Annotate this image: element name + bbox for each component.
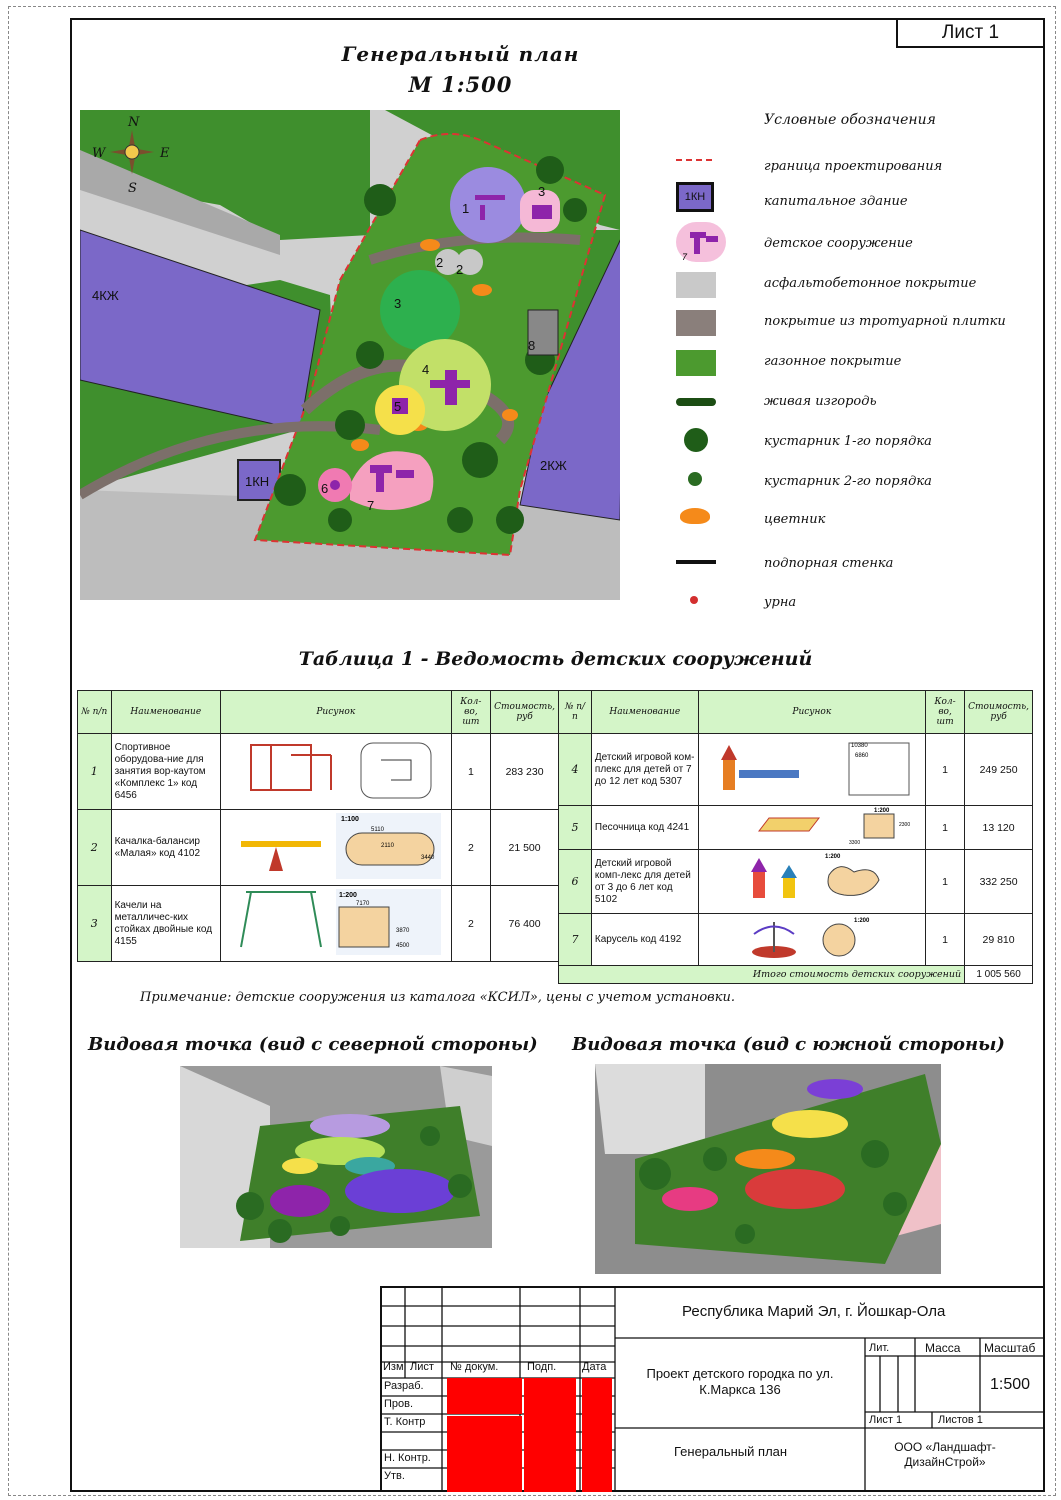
col-list: Лист bbox=[410, 1361, 434, 1373]
view-north-image bbox=[180, 1066, 492, 1248]
svg-text:7170: 7170 bbox=[355, 901, 370, 907]
svg-text:2110: 2110 bbox=[380, 843, 394, 849]
table-row: 5 Песочница код 4241 1:200 3300 2300 1 13 120 bbox=[559, 806, 1033, 850]
col-sign: Подп. bbox=[527, 1361, 557, 1373]
role-razrab: Разраб. bbox=[384, 1380, 424, 1392]
stamp-lit: Лит. bbox=[869, 1342, 890, 1354]
svg-text:1:200: 1:200 bbox=[853, 918, 869, 924]
svg-text:2300: 2300 bbox=[898, 822, 910, 828]
total-label: Итого стоимость детских сооружений bbox=[559, 966, 965, 984]
table-left: № п/п Наименование Рисунок Кол-во, шт Стоимость, руб 1 Спортивное оборудова-ние для занятия вор-каутом «Комплекс 1» код 6456 1 283 230 2 Качалка-балансир «Малая» код 4102 1:100 5110 2110 3440 2 21 500 3 Качели на металличес-ких стойках двойные код 4155 1:200 7170 3870 4500 2 76 400 bbox=[77, 690, 559, 962]
label-3: 3 bbox=[394, 296, 402, 311]
pic-seesaw bbox=[220, 810, 451, 886]
stamp-location: Республика Марий Эл, г. Йошкар-Ола bbox=[682, 1303, 946, 1320]
svg-text:1:200: 1:200 bbox=[824, 854, 840, 860]
compass-e: E bbox=[160, 146, 170, 161]
svg-text:10380: 10380 bbox=[850, 743, 868, 749]
stamp-sheet-name: Генеральный план bbox=[674, 1444, 788, 1459]
compass-s: S bbox=[128, 181, 137, 196]
stamp-mass: Масса bbox=[925, 1341, 961, 1355]
pic-workout bbox=[220, 734, 451, 810]
role-tkontr: Т. Контр bbox=[384, 1416, 426, 1428]
table-row: 6 Детский игровой комп-лекс для детей от 3 до 6 лет код 5102 1:200 1 332 250 bbox=[559, 850, 1033, 914]
svg-text:1:200: 1:200 bbox=[338, 892, 357, 899]
plan-title: Генеральный план bbox=[341, 42, 580, 66]
compass-w: W bbox=[92, 146, 106, 161]
label-2b: 2 bbox=[456, 262, 464, 277]
label-5: 5 bbox=[394, 399, 402, 414]
label-8: 8 bbox=[528, 338, 536, 353]
table-row: 7 Карусель код 4192 1:200 1 29 810 bbox=[559, 914, 1033, 966]
label-4kzh: 4КЖ bbox=[92, 288, 119, 303]
stamp-sheet: Лист 1 bbox=[869, 1414, 903, 1426]
stamp-scale-value: 1:500 bbox=[990, 1376, 1031, 1393]
total-value: 1 005 560 bbox=[965, 966, 1033, 984]
label-6: 6 bbox=[321, 481, 329, 496]
svg-text:4500: 4500 bbox=[395, 943, 410, 949]
svg-text:3300: 3300 bbox=[848, 840, 860, 846]
label-4: 4 bbox=[422, 362, 430, 377]
pic-sandbox bbox=[698, 806, 925, 850]
site-plan bbox=[80, 110, 620, 600]
plan-scale: М 1:500 bbox=[408, 72, 513, 97]
carousel-6 bbox=[330, 480, 340, 490]
role-utv: Утв. bbox=[384, 1470, 405, 1482]
redacted-date bbox=[582, 1378, 612, 1492]
stamp-scale-label: Масштаб bbox=[984, 1341, 1036, 1355]
pic-complex-7-12 bbox=[698, 734, 925, 806]
label-3-top: 3 bbox=[538, 184, 546, 199]
zone-3 bbox=[380, 270, 460, 350]
table-right: № п/п Наименование Рисунок Кол-во, шт Стоимость, руб 4 Детский игровой ком-плекс для детей от 7 до 12 лет код 5307 10380 6860 1 249 250 5 Песочница код 4241 1:200 3300 2300 1 13 120 6 Детский игровой комп-лекс для детей от 3 до 6 лет код 5102 1:200 1 332 250 7 Карусель код 4192 1:200 1 29 810 Итого стоимость детских сооружений 1 005 560 bbox=[558, 690, 1033, 984]
label-1kn: 1КН bbox=[245, 474, 270, 489]
col-doc: № докум. bbox=[450, 1361, 499, 1373]
view-south-image bbox=[595, 1064, 941, 1274]
col-izm: Изм bbox=[383, 1361, 404, 1373]
table-title: Таблица 1 - Ведомость детских сооружений bbox=[298, 648, 813, 670]
view-south-title: Видовая точка (вид с южной стороны) bbox=[572, 1034, 1005, 1055]
role-prov: Пров. bbox=[384, 1398, 414, 1410]
stamp-project: Проект детского городка по ул. К.Маркса 136 bbox=[646, 1366, 834, 1397]
label-2kzh: 2КЖ bbox=[540, 458, 567, 473]
stamp-sheets: Листов 1 bbox=[938, 1414, 983, 1426]
role-nkontr: Н. Контр. bbox=[384, 1452, 431, 1464]
table-row: 4 Детский игровой ком-плекс для детей от 7 до 12 лет код 5307 10380 6860 1 249 250 bbox=[559, 734, 1033, 806]
svg-text:5110: 5110 bbox=[370, 827, 384, 833]
table-row: 3 Качели на металличес-ких стойках двойные код 4155 1:200 7170 3870 4500 2 76 400 bbox=[78, 886, 559, 962]
table-row: 1 Спортивное оборудова-ние для занятия вор-каутом «Комплекс 1» код 6456 1 283 230 bbox=[78, 734, 559, 810]
svg-text:1:200: 1:200 bbox=[873, 808, 889, 814]
svg-text:3870: 3870 bbox=[395, 928, 410, 934]
sheet-label: Лист 1 bbox=[896, 18, 1045, 48]
redacted-doc-2 bbox=[447, 1416, 522, 1492]
label-1: 1 bbox=[462, 201, 470, 216]
table-row: 2 Качалка-балансир «Малая» код 4102 1:100 5110 2110 3440 2 21 500 bbox=[78, 810, 559, 886]
svg-text:3440: 3440 bbox=[420, 855, 435, 861]
svg-text:7: 7 bbox=[682, 252, 688, 262]
svg-text:1:100: 1:100 bbox=[340, 816, 359, 823]
col-date: Дата bbox=[582, 1361, 607, 1373]
legend-title: Условные обозначения bbox=[764, 112, 936, 128]
label-7: 7 bbox=[367, 498, 375, 513]
note: Примечание: детские сооружения из каталога «КСИЛ», цены с учетом установки. bbox=[140, 990, 736, 1005]
svg-text:6860: 6860 bbox=[854, 753, 868, 759]
pic-complex-3-6 bbox=[698, 850, 925, 914]
stamp-company: ООО «Ландшафт-ДизайнСтрой» bbox=[894, 1440, 996, 1469]
pic-carousel bbox=[698, 914, 925, 966]
pic-swing bbox=[220, 886, 451, 962]
label-2a: 2 bbox=[436, 255, 444, 270]
compass-n: N bbox=[128, 115, 140, 130]
redacted-sign bbox=[524, 1378, 576, 1492]
view-north-title: Видовая точка (вид с северной стороны) bbox=[88, 1034, 538, 1055]
redacted-doc-1 bbox=[447, 1378, 522, 1414]
